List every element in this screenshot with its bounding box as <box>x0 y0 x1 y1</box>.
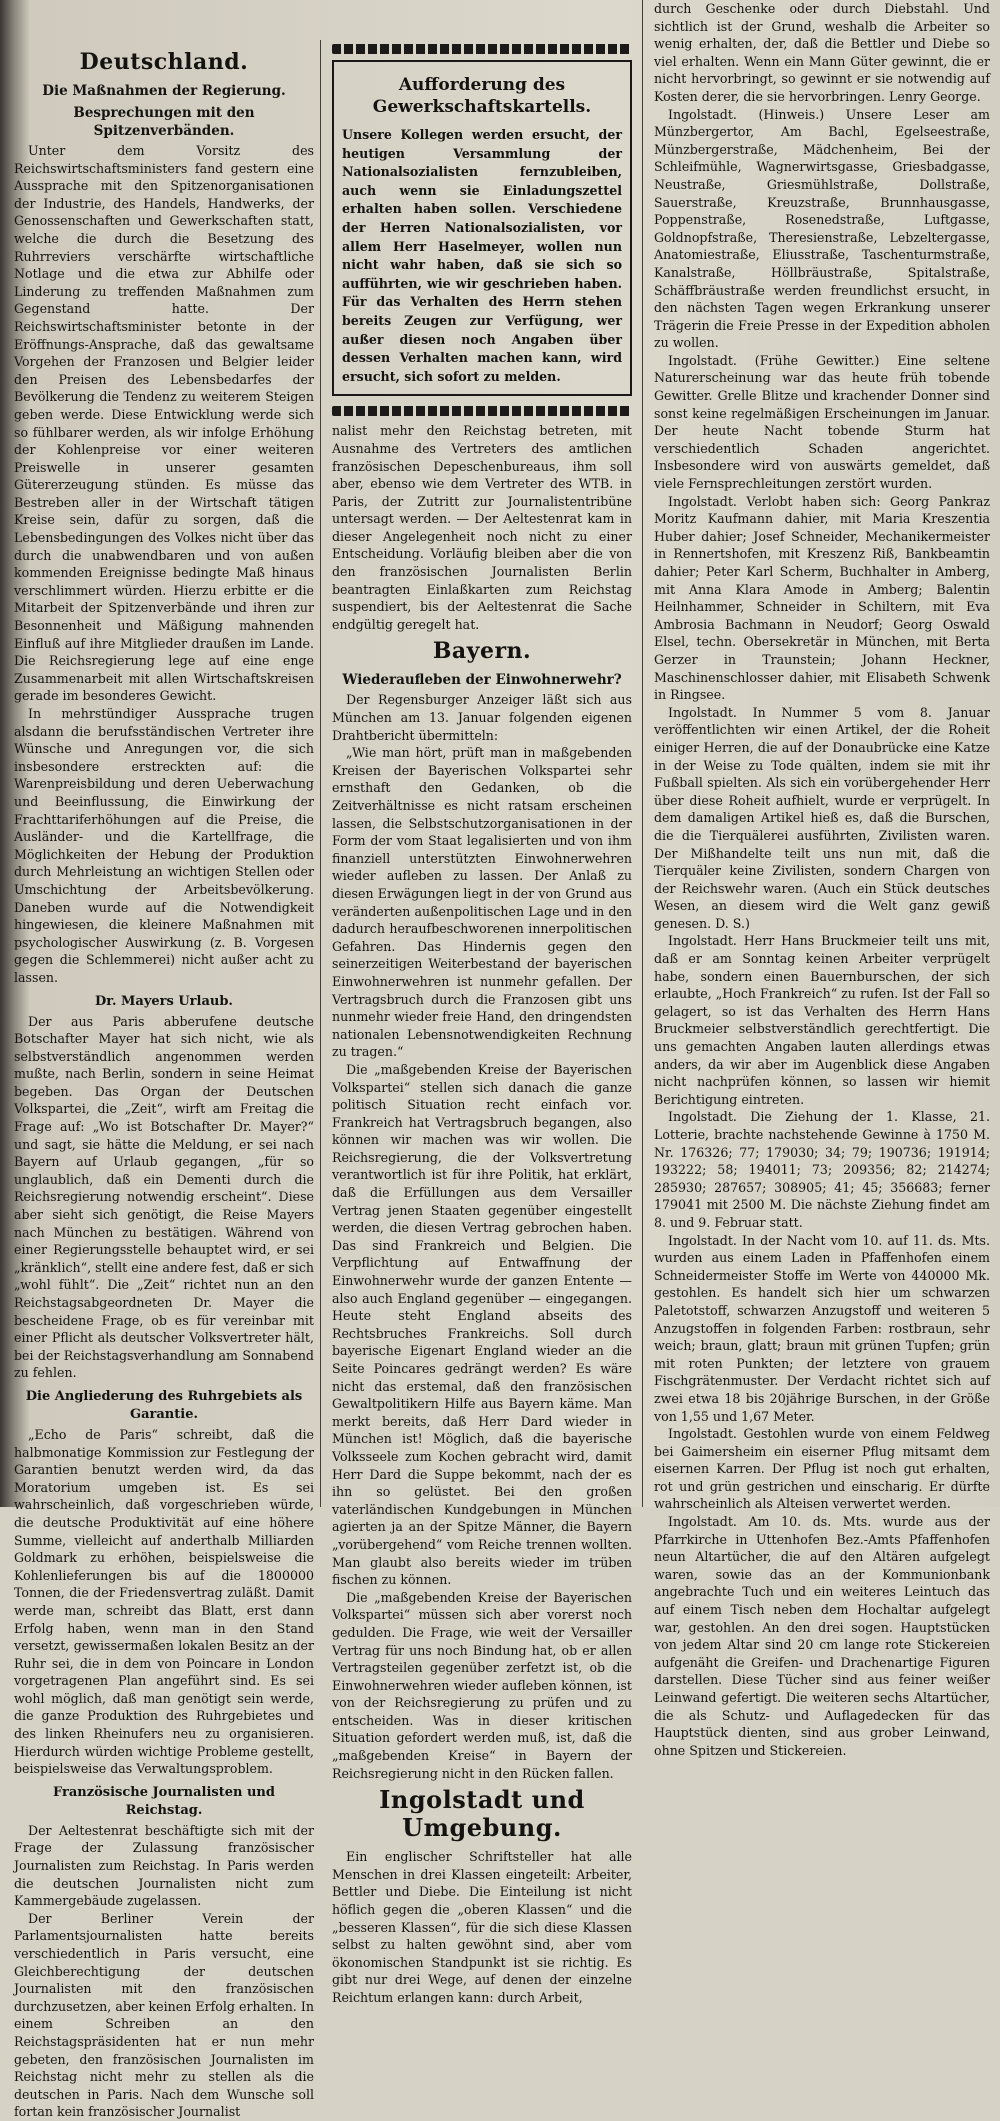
article-paragraph: Die „maßgebenden Kreise der Bayerischen Volkspartei“ müssen sich aber vorerst noch gedulden. Die Frage, wie weit der Versailler Vertrag für uns noch Bindung hat, ob er allen Vertragsteilen gegenüber zerfetzt ist, ob die Einwohnerwehren wieder aufleben können, ist von der Reichsregierung zu prüfen und zu entscheiden. Was in dieser kritischen Situation gefordert werden muß, ist, daß die „maßgebenden Kreise“ in Bayern der Reichsregierung nicht in den Rücken fallen. <box>332 1589 632 1781</box>
local-news-item: Ingolstadt. Herr Hans Bruckmeier teilt uns mit, daß er am Sonntag keinen Arbeiter verprügelt habe, sondern einen Bauernburschen, der sich erlaubte, „Hoch Frankreich“ zu rufen. Ist der Fall so gelagert, so ist das Verhalten des Herrn Hans Bruckmeier selbstverständlich gerechtfertigt. Die uns gemachten Angaben lauten allerdings etwas anders, da wir aber im Augenblick diese Angaben nicht nachprüfen können, so lassen wir hiemit Berichtigung eintreten. <box>654 933 990 1107</box>
article-paragraph: In mehrstündiger Aussprache trugen alsdann die berufsständischen Vertreter ihre Wünsche und Anregungen vor, die sich insbesondere erstreckten auf: die Warenpreisbildung und deren Ueberwachung und Beeinflussung, die Einwirkung der Frachttariferhöhungen auf die Preise, die Ausländer- und die Kartellfrage, die Möglichkeiten der Hebung der Produktion durch Mehrleistung an wichtigen Stellen oder Umschichtung der Arbeitsbevölkerung. Daneben wurde auf die Notwendigkeit hingewiesen, die kleinere Maßnahmen mit psychologischer Auswirkung (z. B. Vorgesen gegen die Schlemmerei) nicht außer acht zu lassen. <box>14 706 314 985</box>
column-middle <box>326 0 636 2005</box>
article-paragraph: Der Berliner Verein der Parlamentsjournalisten hatte bereits verschiedentlich in Paris versucht, eine Gleichberechtigung der deutschen Journalisten mit den französischen durchzusetzen, aber keinen Erfolg erhalten. In einem Schreiben an den Reichstagspräsidenten hat er nun mehr gebeten, den französischen Journalisten im Reichstag nicht mehr zu stellen als die deutschen in Paris. Nach dem Wunsche soll fortan kein französischer Journalist <box>14 1910 314 2120</box>
article-paragraph: „Echo de Paris“ schreibt, daß die halbmonatige Kommission zur Festlegung der Garantien benutzt werden wird, da das Moratorium umgeben ist. Es sei wahrscheinlich, daß vorgeschrieben würde, die deutsche Produktivität auf eine höhere Summe, vielleicht auf anderthalb Milliarden Goldmark zu erhöhen, beispielsweise die Kohlenlieferungen bis auf die 1800000 Tonnen, die der Friedensvertrag zuläßt. Damit werde man, schreibt das Blatt, erst dann Erfolg haben, wenn man in den Stand versetzt, gewissermaßen lokalen Besitz an der Ruhr sei, die in dem von Poincare in London vorgetragenen Plan angeführt sind. Es sei wohl möglich, daß man genötigt sein werde, die ganze Produktion des Ruhrgebietes und des linken Rheinufers neu zu organisieren. Hierdurch würden wichtige Probleme gestellt, beispielsweise das Verwaltungsproblem. <box>14 1426 314 1777</box>
local-news-item: Ingolstadt. Am 10. ds. Mts. wurde aus der Pfarrkirche in Uttenhofen Bez.-Amts Pfaffenhofen neun Altartücher, die auf den Altären aufgelegt waren, sowie das an der Kommunionbank angebrachte Tuch und ein weiteres Leintuch das auf einem Tisch neben dem Hochaltar aufgelegt war, gestohlen. An den drei sogen. Hauptstücken von jedem Altar sind 20 cm lange rote Stickereien aufgenäht die Greifen- und Drachenartige Figuren darstellen. Diese Tücher sind aus feiner weißer Leinwand gefertigt. Die weiteren sechs Altartücher, die als Schutz- und Auflagedecken für das Hauptstück dienten, sind aus grober Leinwand, ohne Spitzen und Stickereien. <box>654 1514 990 1758</box>
article-paragraph: durch Geschenke oder durch Diebstahl. Und sichtlich ist der Grund, weshalb die Arbeiter so wenig erhalten, der, daß die Bettler und Diebe so viel erhalten. Wenn ein Mann Güter gewinnt, die er nicht hervorbringt, so gewinnt er sie notwendig auf Kosten derer, die sie hervorbringen. Lenry George. <box>654 1 990 104</box>
local-news-item: Ingolstadt. Die Ziehung der 1. Klasse, 21. Lotterie, brachte nachstehende Gewinne à 1750 M. Nr. 176326; 77; 179030; 34; 79; 190736; 191914; 193222; 58; 194011; 73; 209356; 82; 214274; 285930; 287657; 308905; 41; 45; 356683; ferner 179041 mit 2500 M. Die nächste Ziehung findet am 8. und 9. Februar statt. <box>654 1109 990 1230</box>
notice-title: Aufforderung des Gewerkschaftskartells. <box>372 75 592 117</box>
notice-text: Unsere Kollegen werden ersucht, der heutigen Versammlung der Nationalsozialisten fernzubleiben, auch wenn sie Einladungszettel erhalten haben sollen. Verschiedene der Herren Nationalsozialisten, vor allem Herr Haselmeyer, wollen nun nicht wahr haben, daß sie sich so aufführten, wie wir geschrieben haben. Für das Verhalten des Herrn stehen bereits Zeugen zur Verfügung, wer außer diesen noch Angaben über dessen Verhalten machen kann, wird ersucht, sich sofort zu melden. <box>342 127 622 384</box>
local-news-item: Ingolstadt. Verlobt haben sich: Georg Pankraz Moritz Kaufmann dahier, mit Maria Kreszentia Huber dahier; Josef Schneider, Mechanikermeister in Rennertshofen, mit Kreszenz Riß, Bankbeamtin dahier; Peter Karl Scherm, Buchhalter in Amberg, mit Anna Klara Amode in Amberg; Balentin Heilnhammer, Schneider in Schiltern, mit Eva Ambrosia Bachmann in Neudorf; Georg Oswald Elsel, techn. Obersekretär in München, mit Berta Gerzer in Traunstein; Johann Heckner, Maschinenschlosser dahier, mit Elisabeth Schwenk in Ringsee. <box>654 493 990 703</box>
article-paragraph: Der Aeltestenrat beschäftigte sich mit der Frage der Zulassung französischer Journalisten zum Reichstag. In Paris werden die deutschen Journalisten nicht zum Kammergebäude zugelassen. <box>14 1822 314 1909</box>
section-title-bayern: Bayern. <box>432 638 532 665</box>
column-left <box>8 0 318 2120</box>
subheadline-talks: Besprechungen mit den Spitzenverbänden. <box>73 105 255 139</box>
headline-journalists: Französische Journalisten und Reichstag. <box>53 1784 275 1818</box>
article-paragraph: Der Regensburger Anzeiger läßt sich aus München am 13. Januar folgenden eigenen Drahtbericht übermitteln: <box>332 692 632 743</box>
article-paragraph: Unter dem Vorsitz des Reichswirtschaftsministers fand gestern eine Aussprache mit den Spitzenorganisationen der Industrie, des Handels, Handwerks, der Genossenschaften und Gewerkschaften statt, welche die durch die Besetzung des Ruhrreviers verschärfte wirtschaftliche Notlage und die etwa zur Abhilfe oder Linderung zu treffenden Maßnahmen zum Gegenstand hatte. Der Reichswirtschaftsminister betonte in der Eröffnungs-Ansprache, daß das gewaltsame Vorgehen der Franzosen und Belgier leider den Preisen des Lebensbedarfes der Bevölkerung die Tendenz zu weiterem Steigen geben werde. Diese Entwicklung werde sich so fühlbarer werden, als wir infolge Erhöhung der Kohlenpreise vor einer weiteren Preiswelle in unserer gesamten Gütererzeugung stünden. Es müsse das Bestreben aller in der Wirtschaft tätigen Kreise sein, dafür zu sorgen, daß die Lebensbedingungen des Volkes nicht über das durch die unabwendbaren und von außen kommenden Ereignisse bedingte Maß hinaus verschlimmert würden. Hierzu erbitte er die Mitarbeit der Spitzenverbände und ihren zur Besonnenheit und Mäßigung mahnenden Einfluß auf ihre Mitglieder draußen im Lande. Die Reichsregierung lege auf eine enge Zusammenarbeit mit allen Wirtschaftskreisen gerade im besonderes Gewicht. <box>14 143 314 704</box>
headline-government: Die Maßnahmen der Regierung. <box>42 83 286 99</box>
column-rule <box>642 0 643 1507</box>
headline-ruhr: Die Angliederung des Ruhrgebiets als Garantie. <box>25 1388 303 1422</box>
ornament-border <box>332 406 632 416</box>
column-rule <box>320 40 321 1507</box>
local-news-item: Ingolstadt. Gestohlen wurde von einem Feldweg bei Gaimersheim ein eiserner Pflug mitsamt dem eisernen Karren. Der Pflug ist noch gut erhalten, rot und grün gestrichen und einscharig. Er dürfte wahrscheinlich als Alteisen verwertet werden. <box>654 1426 990 1512</box>
article-paragraph: Der aus Paris abberufene deutsche Botschafter Mayer hat sich nicht, wie als selbstverständlich angenommen werden mußte, nach Berlin, sondern in seine Heimat begeben. Das Organ der Deutschen Volkspartei, die „Zeit“, wirft am Freitag die Frage auf: „Wo ist Botschafter Dr. Mayer?“ und sagt, sie hätte die Meldung, er sei nach Bayern auf Urlaub gegangen, „für so unglaublich, daß ein Dementi durch die Reichsregierung notwendig erscheint“. Diese aber sieht sich genötigt, die Reise Mayers nach München zu bestätigen. Während von einer Regierungsstelle behauptet wird, er sei „kränklich“, stellt eine andere fest, daß er sich „wohl fühlt“. Die „Zeit“ richtet nun an den Reichstagsabgeordneten Dr. Mayer die bescheidene Frage, ob es für vereinbar mit einer Pflicht als deutscher Volksvertreter hält, bei der Reichstagsverhandlung am Sonnabend zu fehlen. <box>14 1013 314 1381</box>
section-title-ingolstadt: Ingolstadt und Umgebung. <box>379 1785 585 1843</box>
local-news-item: Ingolstadt. In der Nacht vom 10. auf 11. ds. Mts. wurden aus einem Laden in Pfaffenhofen einem Schneidermeister Stoffe im Werte von 440000 Mk. gestohlen. Es handelt sich hier um schwarzen Paletotstoff, schwarzen Anzugstoff und weiteren 5 Anzugstoffen in folgenden Farben: rostbraun, sehr weich; braun, glatt; braun mit grünen Tupfen; grün mit roten Punkten; der letztere von grauem Fischgrätenmuster. Der Verdacht richtet sich auf zwei etwa 18 bis 20jährige Burschen, in der Größe von 1,55 und 1,67 Meter. <box>654 1232 990 1424</box>
article-paragraph: Ein englischer Schriftsteller hat alle Menschen in drei Klassen eingeteilt: Arbeiter, Bettler und Diebe. Die Einteilung ist nicht höflich gegen die „oberen Klassen“ und die „besseren Klassen“, für die sich diese Klassen selbst zu halten gewöhnt sind, aber vom ökonomischen Standpunkt ist sie richtig. Es gibt nur drei Wege, auf denen der einzelne Reichtum erlangen kann: durch Arbeit, <box>332 1849 632 2005</box>
article-paragraph: „Wie man hört, prüft man in maßgebenden Kreisen der Bayerischen Volkspartei sehr ernsthaft den Gedanken, ob die Zeitverhältnisse es nicht ratsam erscheinen lassen, die Selbstschutzorganisationen in der Form der vom Staat legalisierten und von ihm finanziell unterstützten Einwohnerwehren wieder aufleben zu lassen. Der Anlaß zu diesen Erwägungen liegt in der von Grund aus veränderten außenpolitischen Lage und in den dadurch heraufbeschworenen innerpolitischen Gefahren. Das Hindernis gegen den seinerzeitigen Weiterbestand der bayerischen Einwohnerwehren ist nunmehr gefallen. Der Vertragsbruch durch die Franzosen gibt uns nunmehr wieder freie Hand, den dringendsten nationalen Lebensnotwendigkeiten Rechnung zu tragen.“ <box>332 745 632 1060</box>
local-news-item: Ingolstadt. (Hinweis.) Unsere Leser am Münzbergertor, Am Bachl, Egelseestraße, Münzbergerstraße, Mädchenheim, Bei der Schleifmühle, Wagnerwirtsgasse, Griesbadgasse, Neustraße, Griesmühlstraße, Dollstraße, Sauerstraße, Kreuzstraße, Brunnhausgasse, Poppenstraße, Rosenedstraße, Luftgasse, Goldnopfstraße, Theresienstraße, Lebzeltergasse, Anatomiestraße, Eliusstraße, Taschenturmstraße, Kanalstraße, Höllbräustraße, Spitalstraße, Schäffbräustraße werden freundlichst ersucht, in den nächsten Tagen wegen Erkrankung unserer Trägerin die Freie Presse in der Expedition abholen zu wollen. <box>654 106 990 351</box>
headline-mayer: Dr. Mayers Urlaub. <box>95 993 233 1009</box>
headline-einwohnerwehr: Wiederaufleben der Einwohnerwehr? <box>342 672 622 689</box>
local-news-item: Ingolstadt. In Nummer 5 vom 8. Januar veröffentlichten wir einen Artikel, der die Roheit einiger Herren, die auf der Donaubrücke eine Katze in der Weise zu Tode quälten, indem sie mit ihr Fußball spielten. Als sich ein vorübergehender Herr über diese Roheit aufhielt, wurde er verprügelt. In dem damaligen Artikel hieß es, daß die Burschen, die die Tierquälerei ausführten, Zivilisten waren. Der Mißhandelte teilt uns nun mit, daß die Tierquäler keine Zivilisten, sondern Chargen von der Reichswehr waren. (Auch ein Stück deutsches Wesen, an diesem wird die Welt ganz gewiß genesen. D. S.) <box>654 704 990 931</box>
section-title-deutschland: Deutschland. <box>79 49 249 75</box>
column-right <box>648 0 994 1758</box>
article-paragraph: Die „maßgebenden Kreise der Bayerischen Volkspartei“ stellen sich danach die ganze politisch Situation recht einfach vor. Frankreich hat Vertragsbruch begangen, also können wir machen was wir wollen. Die Reichsregierung, die der Volksvertretung verantwortlich ist für ihre Politik, hat erklärt, daß die Erfüllungen aus dem Versailler Vertrag jenen Staaten gegenüber eingestellt werden, die diesen Vertrag gebrochen haben. Das sind Frankreich und Belgien. Die Verpflichtung auf Entwaffnung der Einwohnerwehr wurde der ganzen Entente — also auch England gegenüber — eingegangen. Heute steht England abseits des Rechtsbruches Frankreichs. Soll durch bayerische Eigenart England wieder an die Seite Poincares gedrängt werden? Es wäre nicht das erstemal, daß den französischen Gewaltpolitikern Hilfe aus Bayern käme. Man merkt bereits, daß Herr Dard wieder in München ist! Möglich, daß die bayerische Volksseele zum Kochen gebracht wird, damit Herr Dard die Suppe bekommt, nach der es ihn so gelüstet. Bei den großen vaterländischen Kundgebungen in München agierten ja an der Spitze Männer, die Bayern „vorübergehend“ vom Reiche trennen wollten. Man glaubt also bereits wieder im trüben fischen zu können. <box>332 1061 632 1588</box>
union-notice-box <box>332 60 632 396</box>
ornament-border <box>332 44 632 54</box>
local-news-item: Ingolstadt. (Frühe Gewitter.) Eine seltene Naturerscheinung war das heute früh tobende Gewitter. Grelle Blitze und krachender Donner sind sonst keine regelmäßigen Erscheinungen im Januar. Der heute Nacht tobende Sturm hat verschiedentlich Schaden angerichtet. Insbesondere wird von auswärts gemeldet, daß viele Fernsprechleitungen zerstört wurden. <box>654 352 990 492</box>
article-paragraph: nalist mehr den Reichstag betreten, mit Ausnahme des Vertreters des amtlichen französischen Depeschenbureaus, ihm soll aber, ebenso wie dem Vertreter des WTB. in Paris, der Zutritt zur Journalistentribüne untersagt werden. — Der Aeltestenrat kam in dieser Angelegenheit noch nicht zu einer Entscheidung. Vorläufig bleiben aber die von den französischen Journalisten Berlin beantragten Einlaßkarten zum Reichstag suspendiert, bis der Aeltestenrat die Sache endgültig geregelt hat. <box>332 423 632 632</box>
